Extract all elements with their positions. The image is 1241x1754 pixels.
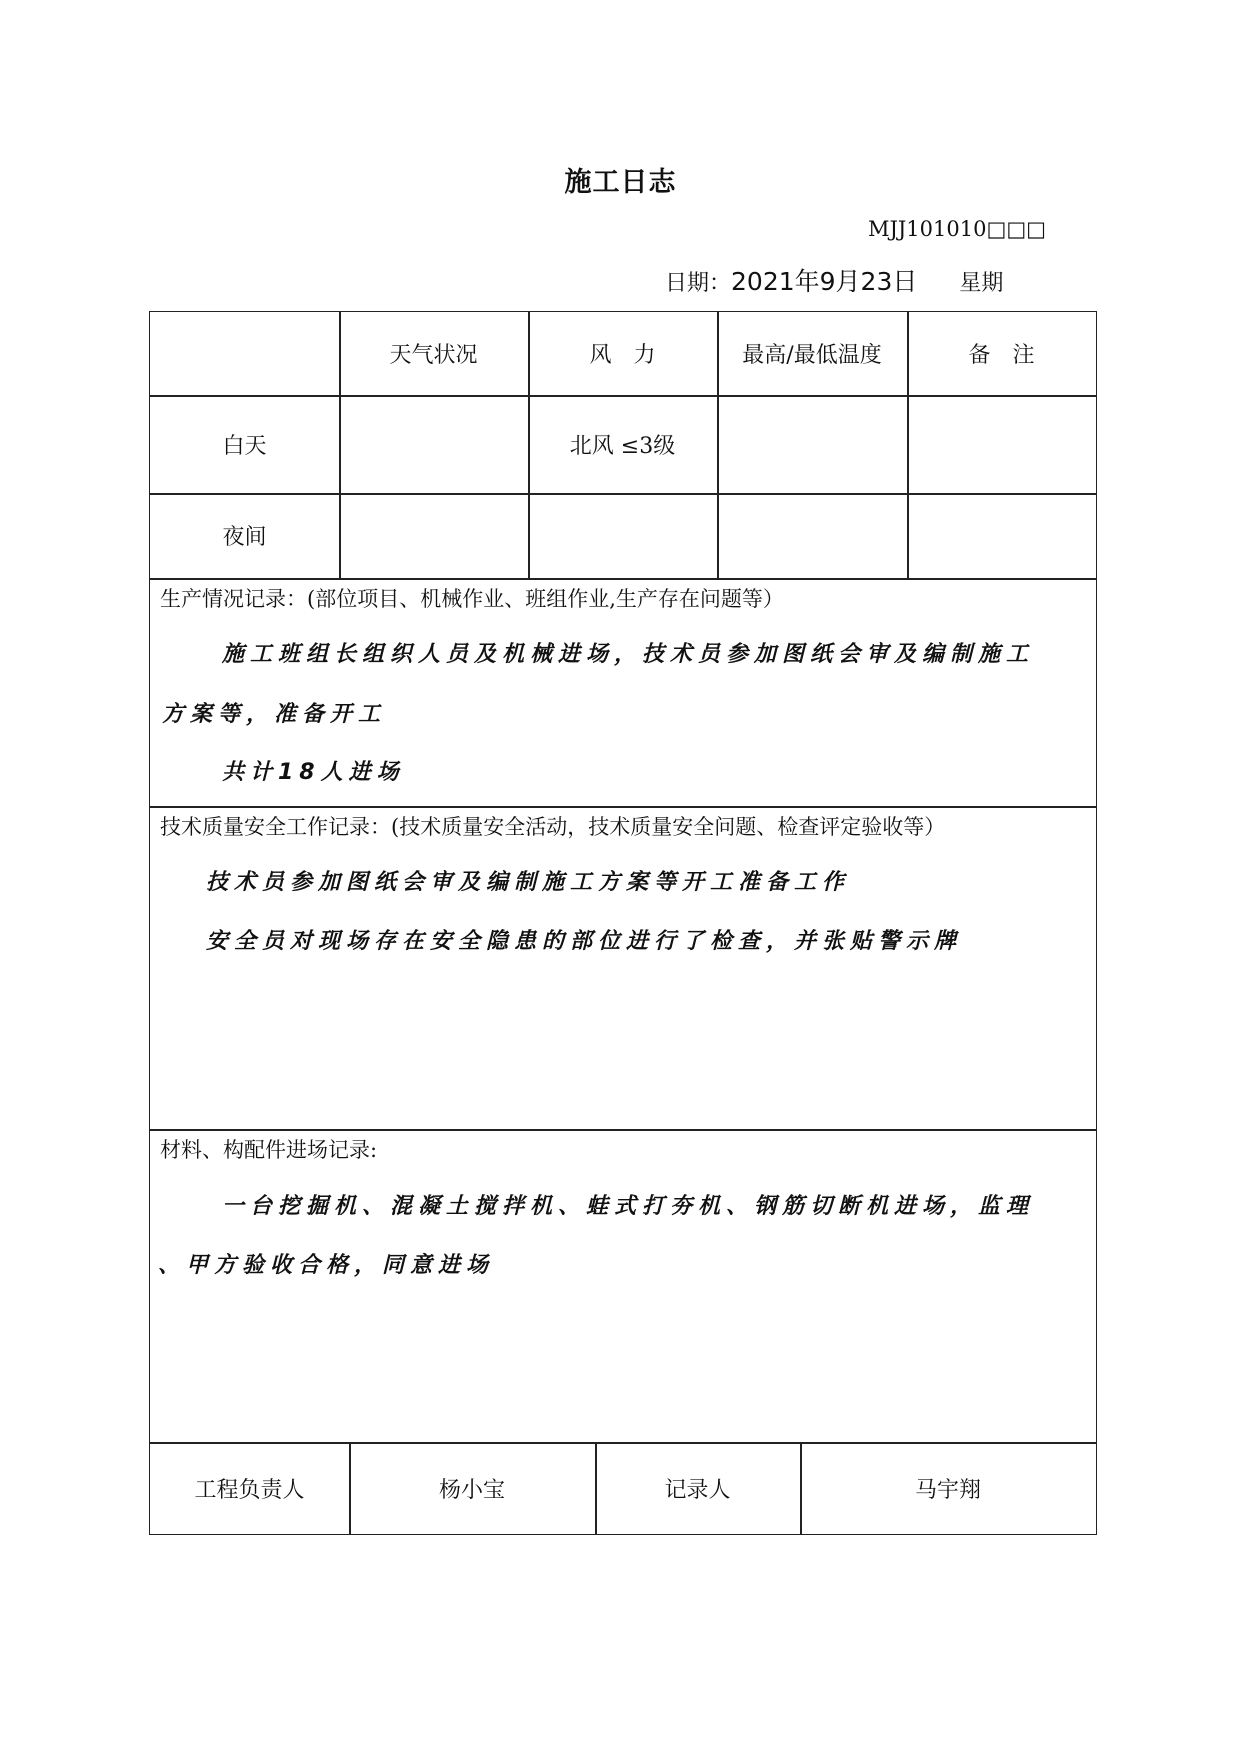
recorder-name: 马宇翔 [914, 1477, 981, 1503]
weather-header-note: 备 注 [968, 343, 1035, 368]
quality-safety-heading: 技术质量安全工作记录：(技术质量安全活动，技术质量安全问题、检查评定验收等） [160, 815, 946, 839]
weather-night-wind [528, 493, 717, 578]
weekday-label: 星期 [959, 271, 1004, 296]
weather-period-day: 白天 [222, 433, 267, 459]
recorder-label: 记录人 [664, 1477, 731, 1503]
materials-line-2: 、甲方验收合格，同意进场 [158, 1253, 495, 1278]
row-divider [150, 1129, 1096, 1131]
row-divider [150, 806, 1096, 808]
quality-safety-line-2: 安全员对现场存在安全隐患的部位进行了检查，并张贴警示牌 [206, 929, 963, 954]
weather-header-temperature: 最高/最低温度 [742, 343, 882, 368]
weather-header-wind: 风 力 [589, 343, 656, 368]
row-divider [150, 578, 1096, 580]
manager-name: 杨小宝 [438, 1477, 505, 1503]
production-line-2: 方案等，准备开工 [162, 702, 387, 727]
weather-period-night: 夜间 [222, 525, 267, 550]
weather-day-wind: 北风 ≤3级 [569, 433, 676, 459]
weather-header-condition: 天气状况 [389, 343, 478, 368]
date-value: 2021年9月23日 [731, 267, 918, 296]
weather-header-blank [150, 312, 339, 395]
weather-day-temperature [717, 395, 907, 493]
weather-day-note [907, 395, 1096, 493]
materials-heading: 材料、构配件进场记录: [160, 1138, 378, 1162]
materials-line-1: 一台挖掘机、混凝土搅拌机、蛙式打夯机、钢筋切断机进场，监理 [222, 1194, 1035, 1219]
date-row [665, 262, 1003, 298]
weather-night-temperature [717, 493, 907, 578]
date-label: 日期： [665, 271, 732, 296]
construction-log-table [149, 311, 1097, 1535]
manager-label: 工程负责人 [194, 1477, 305, 1503]
production-line-1: 施工班组长组织人员及机械进场，技术员参加图纸会审及编制施工 [222, 642, 1035, 667]
quality-safety-line-1: 技术员参加图纸会审及编制施工方案等开工准备工作 [206, 870, 851, 895]
weather-night-condition [339, 493, 528, 578]
production-heading: 生产情况记录：(部位项目、机械作业、班组作业,生产存在问题等） [160, 587, 784, 611]
production-line-3: 共计18人进场 [222, 760, 405, 785]
weather-day-condition [339, 395, 528, 493]
document-title: 施工日志 [564, 167, 677, 198]
weather-night-note [907, 493, 1096, 578]
document-code: MJJ101010□□□ [867, 217, 1046, 241]
